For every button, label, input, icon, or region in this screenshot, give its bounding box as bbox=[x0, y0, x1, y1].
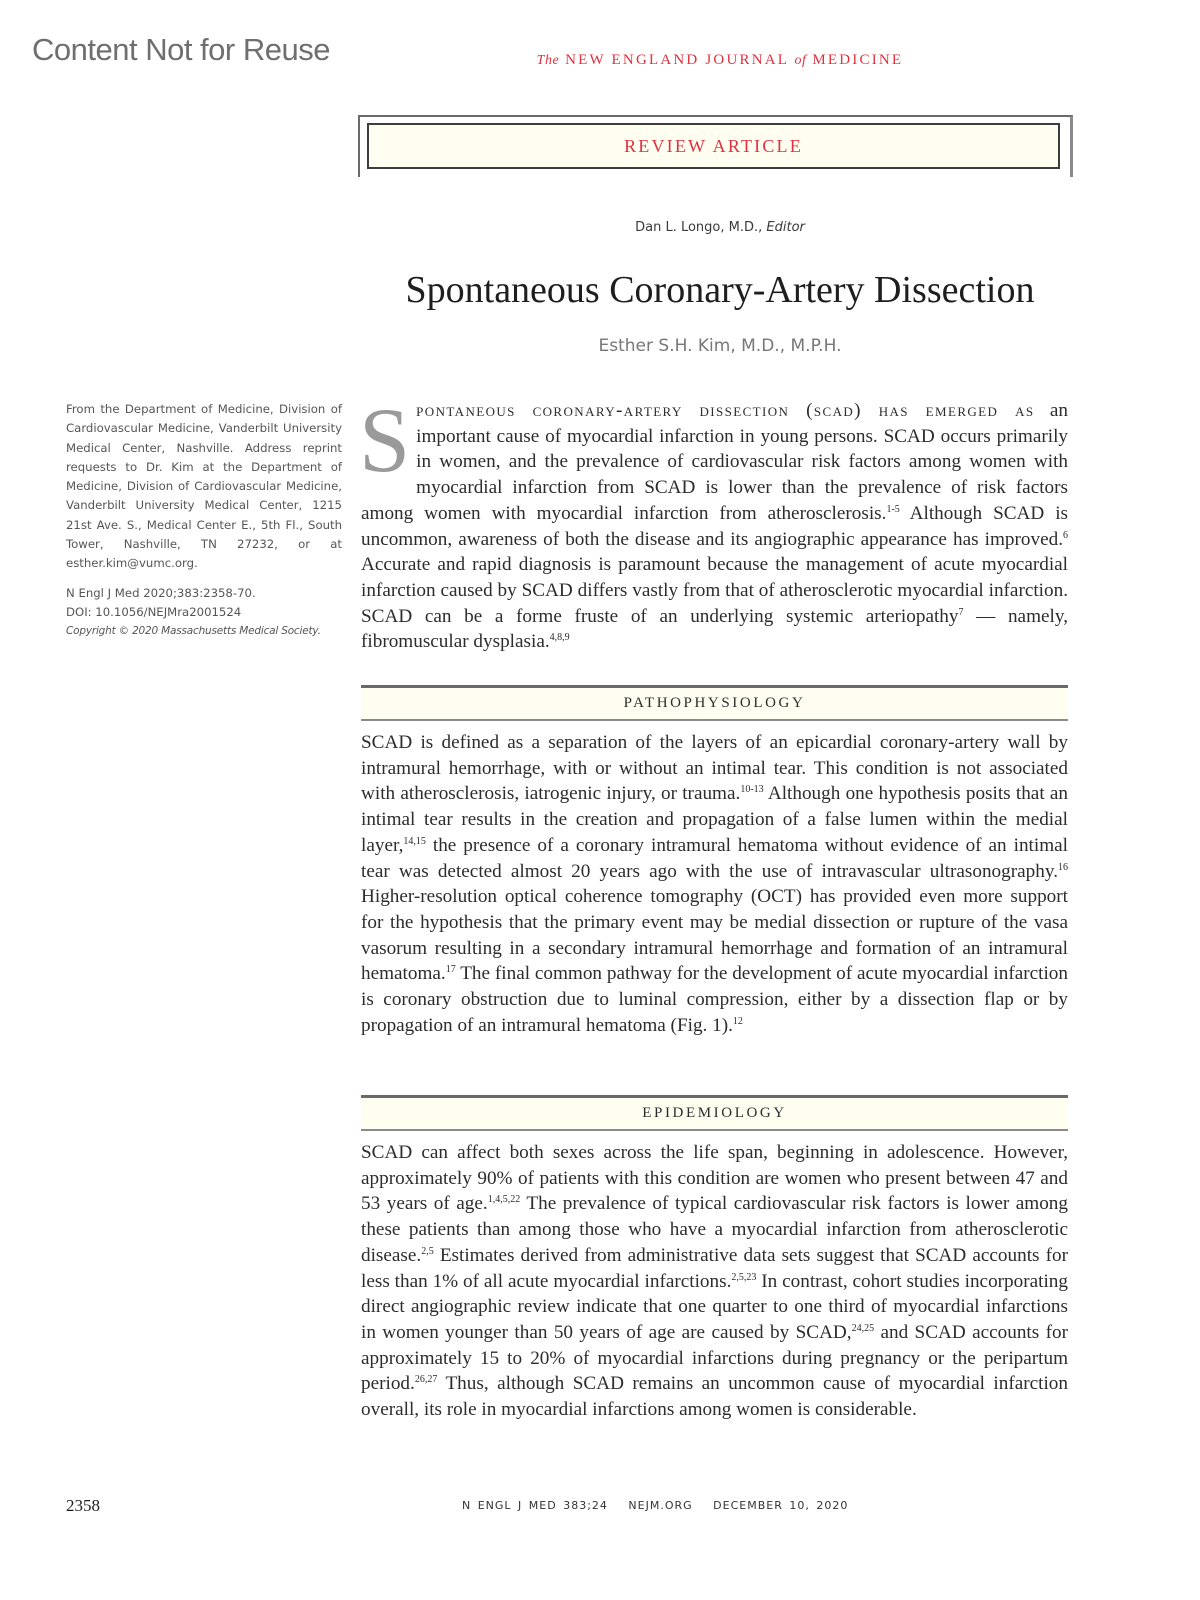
author-affiliation: From the Department of Medicine, Division of Cardiovascular Medicine, Vanderbilt University Medical Center, Nashville. Address reprint requests to Dr. Kim at the Department of Medicine, Division of Cardiovascular Medicine, Vanderbilt University Medical Center, 1215 21st Ave. S., Medical Center E., 5th Fl., South Tower, Nashville, TN 27232, or at esther.kim@vumc.org. bbox=[66, 402, 342, 571]
section-heading-label: EPIDEMIOLOGY bbox=[642, 1105, 787, 1121]
article-title: Spontaneous Coronary-Artery Dissection bbox=[405, 269, 1035, 311]
pathophysiology-paragraph bbox=[361, 730, 1068, 1038]
journal-prefix: The bbox=[536, 53, 560, 68]
section-heading-pathophysiology bbox=[361, 685, 1068, 721]
citation-ref[interactable]: 1-5 bbox=[886, 503, 900, 515]
paragraph-text: The final common pathway for the development of acute myocardial infarction is coronary obstruction due to luminal compression, either by a dissection flap or by propagation of an intramural hematoma (Fig. 1). bbox=[361, 963, 1068, 1036]
section-heading-label: PATHOPHYSIOLOGY bbox=[623, 695, 806, 711]
paragraph-text: Higher-resolution optical coherence tomography (OCT) has provided even more support for the hypothesis that the primary event may be medial dissection or rupture of the vasa vasorum resulting in a secondary intramural hemorrhage and formation of an intramural hematoma. bbox=[361, 886, 1068, 985]
intro-text: — namely, fibromuscular dysplasia. bbox=[361, 605, 1068, 653]
paragraph-text: the presence of a coronary intramural hematoma without evidence of an intimal tear was detected almost 20 years ago with the use of intravascular ultrasonography. bbox=[361, 834, 1068, 882]
editor-name: Dan L. Longo, M.D., bbox=[635, 220, 763, 235]
citation-ref[interactable]: 6 bbox=[1063, 529, 1068, 541]
paragraph-text: In contrast, cohort studies incorporating direct angiographic review indicate that one quarter to one third of myocardial infarctions in women younger than 50 years of age are caused by SCAD, bbox=[361, 1270, 1068, 1343]
editor-role: Editor bbox=[766, 220, 805, 235]
footer-journal-issue: N ENGL J MED 383;24 bbox=[462, 1499, 608, 1512]
citation-ref[interactable]: 7 bbox=[958, 606, 964, 618]
paragraph-text: Estimates derived from administrative data sets suggest that SCAD accounts for less than 1% of all acute myocardial infarctions. bbox=[361, 1244, 1068, 1292]
watermark: Content Not for Reuse bbox=[32, 32, 330, 67]
journal-masthead bbox=[360, 52, 1080, 69]
paragraph-text: SCAD is defined as a separation of the layers of an epicardial coronary-artery wall by intramural hemorrhage, with or without an intimal tear. This condition is not associated with atherosclerosis, iatrogenic injury, or trauma. bbox=[361, 732, 1068, 805]
copyright: Copyright © 2020 Massachusetts Medical Society. bbox=[66, 625, 321, 638]
intro-paragraph bbox=[359, 389, 1068, 655]
article-type-banner bbox=[367, 123, 1060, 169]
citation-ref[interactable]: 4,8,9 bbox=[549, 632, 570, 644]
intro-text: an important cause of myocardial infarction in young persons. SCAD occurs primarily in women, and the prevalence of cardiovascular risk factors among women with myocardial infarction from SCAD is lower than the prevalence of risk factors among women with myocardial infarction from atherosclerosis. bbox=[361, 400, 1068, 524]
citation: N Engl J Med 2020;383:2358-70. bbox=[66, 585, 256, 600]
intro-text: Accurate and rapid diagnosis is paramount because the management of acute myocardial infarction caused by SCAD differs vastly from that of atherosclerotic myocardial infarction. SCAD can be a forme fruste of an underlying systemic arteriopathy bbox=[361, 554, 1068, 627]
journal-name-part2: MEDICINE bbox=[812, 52, 904, 68]
journal-name-part1: NEW ENGLAND JOURNAL bbox=[565, 52, 789, 68]
page-footer bbox=[462, 1499, 862, 1512]
intro-lead: pontaneous coronary-artery dissection (scad) has emerged as bbox=[416, 400, 1035, 421]
citation-ref[interactable]: 2,5,23 bbox=[731, 1271, 757, 1283]
doi[interactable]: DOI: 10.1056/NEJMra2001524 bbox=[66, 604, 242, 619]
epidemiology-paragraph bbox=[361, 1140, 1068, 1423]
sidebar-notes bbox=[66, 400, 342, 642]
paragraph-text: The prevalence of typical cardiovascular risk factors is lower among these patients than among those who have a myocardial infarction from atherosclerotic disease. bbox=[361, 1193, 1068, 1266]
journal-of: of bbox=[794, 53, 807, 68]
footer-date: DECEMBER 10, 2020 bbox=[713, 1499, 849, 1512]
citation-ref[interactable]: 24,25 bbox=[851, 1322, 875, 1334]
paragraph-text: SCAD can affect both sexes across the life span, beginning in adolescence. However, approximately 90% of patients with this condition are women who present between 47 and 53 years of age. bbox=[361, 1142, 1068, 1215]
citation-ref[interactable]: 2,5 bbox=[421, 1245, 434, 1257]
citation-ref[interactable]: 16 bbox=[1058, 861, 1068, 873]
citation-ref[interactable]: 1,4,5,22 bbox=[487, 1194, 521, 1206]
drop-cap: S bbox=[359, 389, 411, 491]
editor-line bbox=[360, 220, 1080, 235]
paragraph-text: and SCAD accounts for approximately 15 to 20% of myocardial infarctions during pregnancy or the peripartum period. bbox=[361, 1321, 1068, 1395]
article-type-label: REVIEW ARTICLE bbox=[624, 135, 803, 156]
paragraph-text: Although one hypothesis posits that an intimal tear results in the creation and propagation of a false lumen within the medial layer, bbox=[361, 783, 1068, 856]
citation-ref[interactable]: 17 bbox=[445, 964, 456, 976]
page-number: 2358 bbox=[66, 1496, 100, 1515]
citation-ref[interactable]: 26,27 bbox=[414, 1374, 438, 1386]
paragraph-text: Thus, although SCAD remains an uncommon cause of myocardial infarction overall, its role in myocardial infarctions among women is considerable. bbox=[361, 1373, 1068, 1421]
citation-ref[interactable]: 14,15 bbox=[403, 835, 426, 847]
citation-ref[interactable]: 10-13 bbox=[740, 784, 764, 796]
section-heading-epidemiology bbox=[361, 1095, 1068, 1131]
intro-text: Although SCAD is uncommon, awareness of both the disease and its angiographic appearance has improved. bbox=[361, 502, 1068, 550]
citation-ref[interactable]: 12 bbox=[732, 1015, 743, 1027]
footer-site[interactable]: NEJM.ORG bbox=[628, 1499, 693, 1512]
article-author: Esther S.H. Kim, M.D., M.P.H. bbox=[598, 336, 842, 356]
